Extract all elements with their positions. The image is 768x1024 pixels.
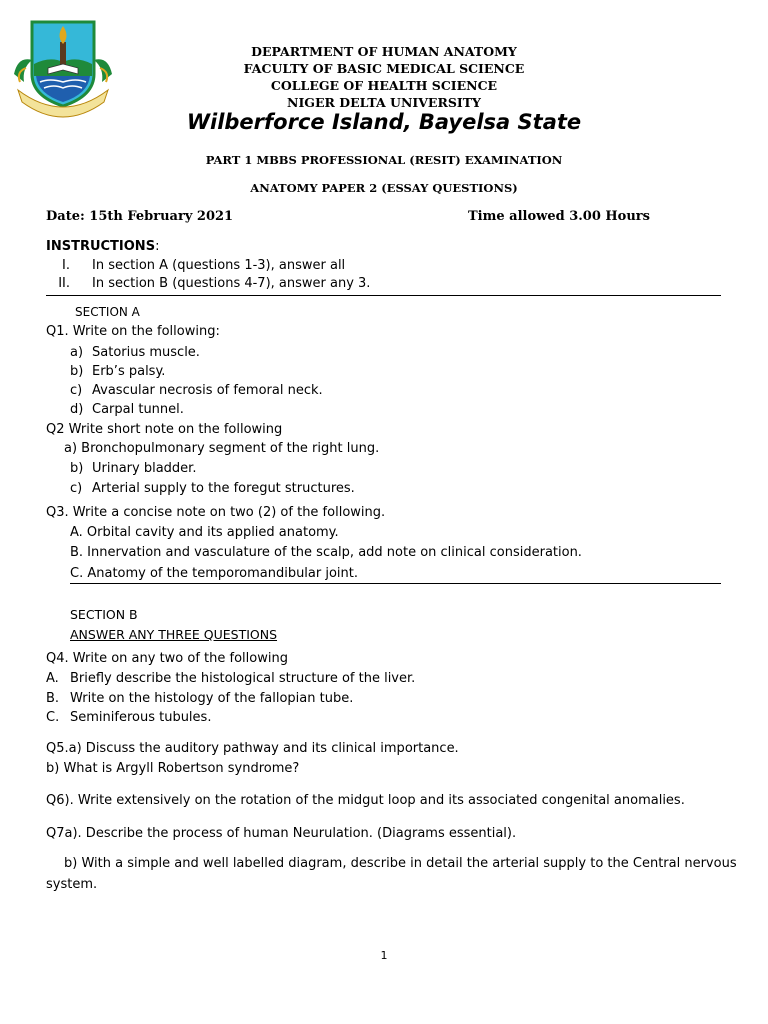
q7b-text-line2: system. bbox=[46, 877, 98, 892]
q5a-text: Q5.a) Discuss the auditory pathway and its clinical importance. bbox=[46, 741, 459, 756]
university-logo bbox=[10, 16, 116, 122]
instructions-heading bbox=[46, 239, 159, 254]
q1-label-c: c) bbox=[70, 383, 83, 398]
exam-title: PART 1 MBBS PROFESSIONAL (RESIT) EXAMINATION bbox=[205, 153, 563, 167]
instructions-colon: : bbox=[155, 239, 160, 254]
q3-item-a: A. Orbital cavity and its applied anatomy. bbox=[70, 525, 339, 540]
section-divider-rule bbox=[70, 583, 721, 584]
q1-item-a: Satorius muscle. bbox=[92, 345, 200, 360]
q1-item-b: Erb’s palsy. bbox=[92, 364, 166, 379]
q4-label-c: C. bbox=[46, 710, 60, 725]
paper-title: ANATOMY PAPER 2 (ESSAY QUESTIONS) bbox=[250, 181, 518, 195]
q2-text: Q2 Write short note on the following bbox=[46, 422, 283, 437]
instruction-text-1: In section A (questions 1-3), answer all bbox=[92, 258, 346, 273]
q1-label-b: b) bbox=[70, 364, 84, 379]
instruction-text-2: In section B (questions 4-7), answer any 3. bbox=[92, 276, 371, 291]
instructions-title: INSTRUCTIONS bbox=[46, 239, 156, 254]
q1-label-a: a) bbox=[70, 345, 84, 360]
q1-item-c: Avascular necrosis of femoral neck. bbox=[92, 383, 323, 398]
q4-item-c: Seminiferous tubules. bbox=[70, 710, 212, 725]
logo-crest-icon bbox=[10, 16, 116, 122]
q4-text: Q4. Write on any two of the following bbox=[46, 651, 288, 666]
q2-item-c: Arterial supply to the foregut structures. bbox=[92, 481, 355, 496]
q6-text: Q6). Write extensively on the rotation of the midgut loop and its associated congenital anomalies. bbox=[46, 793, 685, 808]
q7b-text-line1: b) With a simple and well labelled diagram, describe in detail the arterial supply to the Central nervous bbox=[64, 856, 737, 871]
section-b-subtitle: ANSWER ANY THREE QUESTIONS bbox=[70, 627, 278, 642]
q4-label-b: B. bbox=[46, 691, 60, 706]
q1-item-d: Carpal tunnel. bbox=[92, 402, 184, 417]
section-b-title: SECTION B bbox=[70, 607, 138, 622]
university-name: NIGER DELTA UNIVERSITY bbox=[287, 95, 481, 110]
q1-label-d: d) bbox=[70, 402, 84, 417]
q2-label-b: b) bbox=[70, 461, 84, 476]
q5b-text: b) What is Argyll Robertson syndrome? bbox=[46, 761, 300, 776]
department-name: DEPARTMENT OF HUMAN ANATOMY bbox=[251, 44, 517, 59]
time-allowed: Time allowed 3.00 Hours bbox=[468, 209, 650, 224]
q2-label-c: c) bbox=[70, 481, 83, 496]
faculty-name: FACULTY OF BASIC MEDICAL SCIENCE bbox=[243, 61, 525, 76]
location-title: Wilberforce Island, Bayelsa State bbox=[186, 110, 582, 134]
section-a-title: SECTION A bbox=[75, 305, 140, 319]
college-name: COLLEGE OF HEALTH SCIENCE bbox=[270, 78, 498, 93]
q4-label-a: A. bbox=[46, 671, 59, 686]
q2-item-b: Urinary bladder. bbox=[92, 461, 197, 476]
q4-item-b: Write on the histology of the fallopian tube. bbox=[70, 691, 354, 706]
q2-item-a: a) Bronchopulmonary segment of the right lung. bbox=[64, 441, 380, 456]
q3-text: Q3. Write a concise note on two (2) of the following. bbox=[46, 505, 386, 520]
divider-rule bbox=[46, 295, 721, 296]
q7a-text: Q7a). Describe the process of human Neurulation. (Diagrams essential). bbox=[46, 826, 517, 841]
exam-date: Date: 15th February 2021 bbox=[46, 209, 234, 224]
q1-text: Q1. Write on the following: bbox=[46, 324, 220, 339]
page-number: 1 bbox=[380, 949, 388, 962]
q4-item-a: Briefly describe the histological structure of the liver. bbox=[70, 671, 416, 686]
q3-item-b: B. Innervation and vasculature of the scalp, add note on clinical consideration. bbox=[70, 545, 582, 560]
instruction-num-2: II. bbox=[58, 276, 70, 291]
instruction-num-1: I. bbox=[62, 258, 70, 273]
q3-item-c: C. Anatomy of the temporomandibular joint. bbox=[70, 566, 359, 581]
